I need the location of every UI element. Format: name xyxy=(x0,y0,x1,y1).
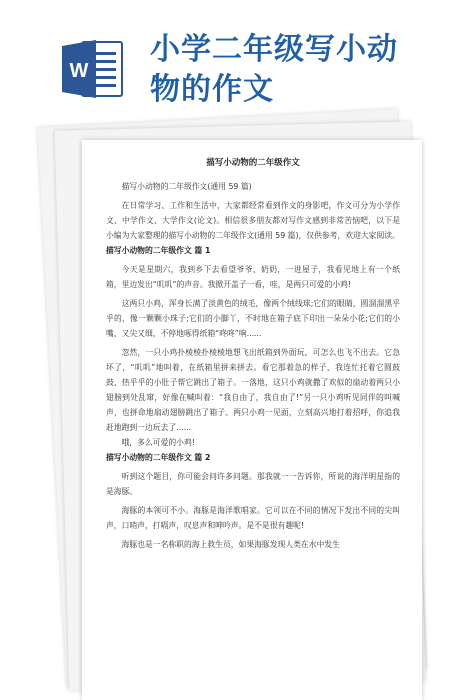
piece-1-paragraph: 今天是星期六，我到乡下去看望爷爷、奶奶，一进屋子，我看见地上有一个纸箱，里边发出“叽叽”的声音。我掀开盖子一看，哇，是两只可爱的小鸡! xyxy=(106,265,400,289)
title-line-2: 物的作文 xyxy=(150,72,274,107)
piece-1-paragraph: 这两只小鸡，浑身长满了淡黄色的绒毛，像两个绒线球;它们的眼睛，圆溜溜黑乎乎的，像一颗颗小珠子;它们的小脚丫，不时地在箱子底下印出一朵朵小花;它们的小嘴，又尖又细，不停地啄得纸箱“咚咚”响...... xyxy=(106,299,400,338)
piece-2-heading: 描写小动物的二年级作文 篇 2 xyxy=(106,453,211,462)
header-band xyxy=(0,0,474,115)
svg-text:W: W xyxy=(69,60,89,82)
article-subtitle: 描写小动物的二年级作文(通用 59 篇) xyxy=(121,182,252,191)
piece-2-paragraph: 听到这个题目，你可能会问许多问题。那我就一一告诉你，所说的海洋明星指的是海豚。 xyxy=(106,472,400,496)
document-title xyxy=(150,30,450,110)
piece-2-paragraph: 海豚的本领可不小。海豚是海洋歌唱家。它可以在不同的情况下发出不同的尖叫声，口哨声，打嗝声，叹息声和呻吟声。是不是很有趣呢! xyxy=(106,506,400,530)
piece-2-paragraph: 海豚也是一名称职的海上救生员，如果海豚发现人类在水中发生 xyxy=(121,540,340,549)
document-content xyxy=(106,156,400,552)
piece-1-paragraph: 哦，多么可爱的小鸡! xyxy=(121,438,195,447)
intro-paragraph: 在日常学习、工作和生活中，大家都经常看到作文的身影吧，作文可分为小学作文、中学作文、大学作文(论文)。相信很多朋友都对写作文感到非常苦恼吧，以下是小编为大家整理的描写小动物的二年级作文(通用 59 篇)，仅供参考，欢迎大家阅读。 xyxy=(106,201,400,240)
piece-1-heading: 描写小动物的二年级作文 篇 1 xyxy=(106,246,211,255)
article-title: 描写小动物的二年级作文 xyxy=(206,158,300,168)
title-line-1: 小学二年级写小动 xyxy=(150,32,398,67)
word-doc-icon xyxy=(62,38,124,100)
piece-1-paragraph: 忽然，一只小鸡扑棱棱扑棱棱地想飞出纸箱到外面玩，可怎么也飞不出去。它急坏了，“叽叽”地叫着，在纸箱里拼来拼去。看它那着急的样子，我连忙托着它圆鼓鼓、热乎乎的小肚子帮它跳出了箱子。一落地，这只小鸡就撒了欢似的扇动着两只小翅膀到处乱窜，好像在喊叫着：“我自由了，我自由了!”另一只小鸡听见同伴的叫喊声，也拼命地扇动翅膀跳出了箱子。两只小鸡一见面，立刻高兴地打着招呼，你追我赶地跑到一边玩去了...... xyxy=(106,348,400,432)
